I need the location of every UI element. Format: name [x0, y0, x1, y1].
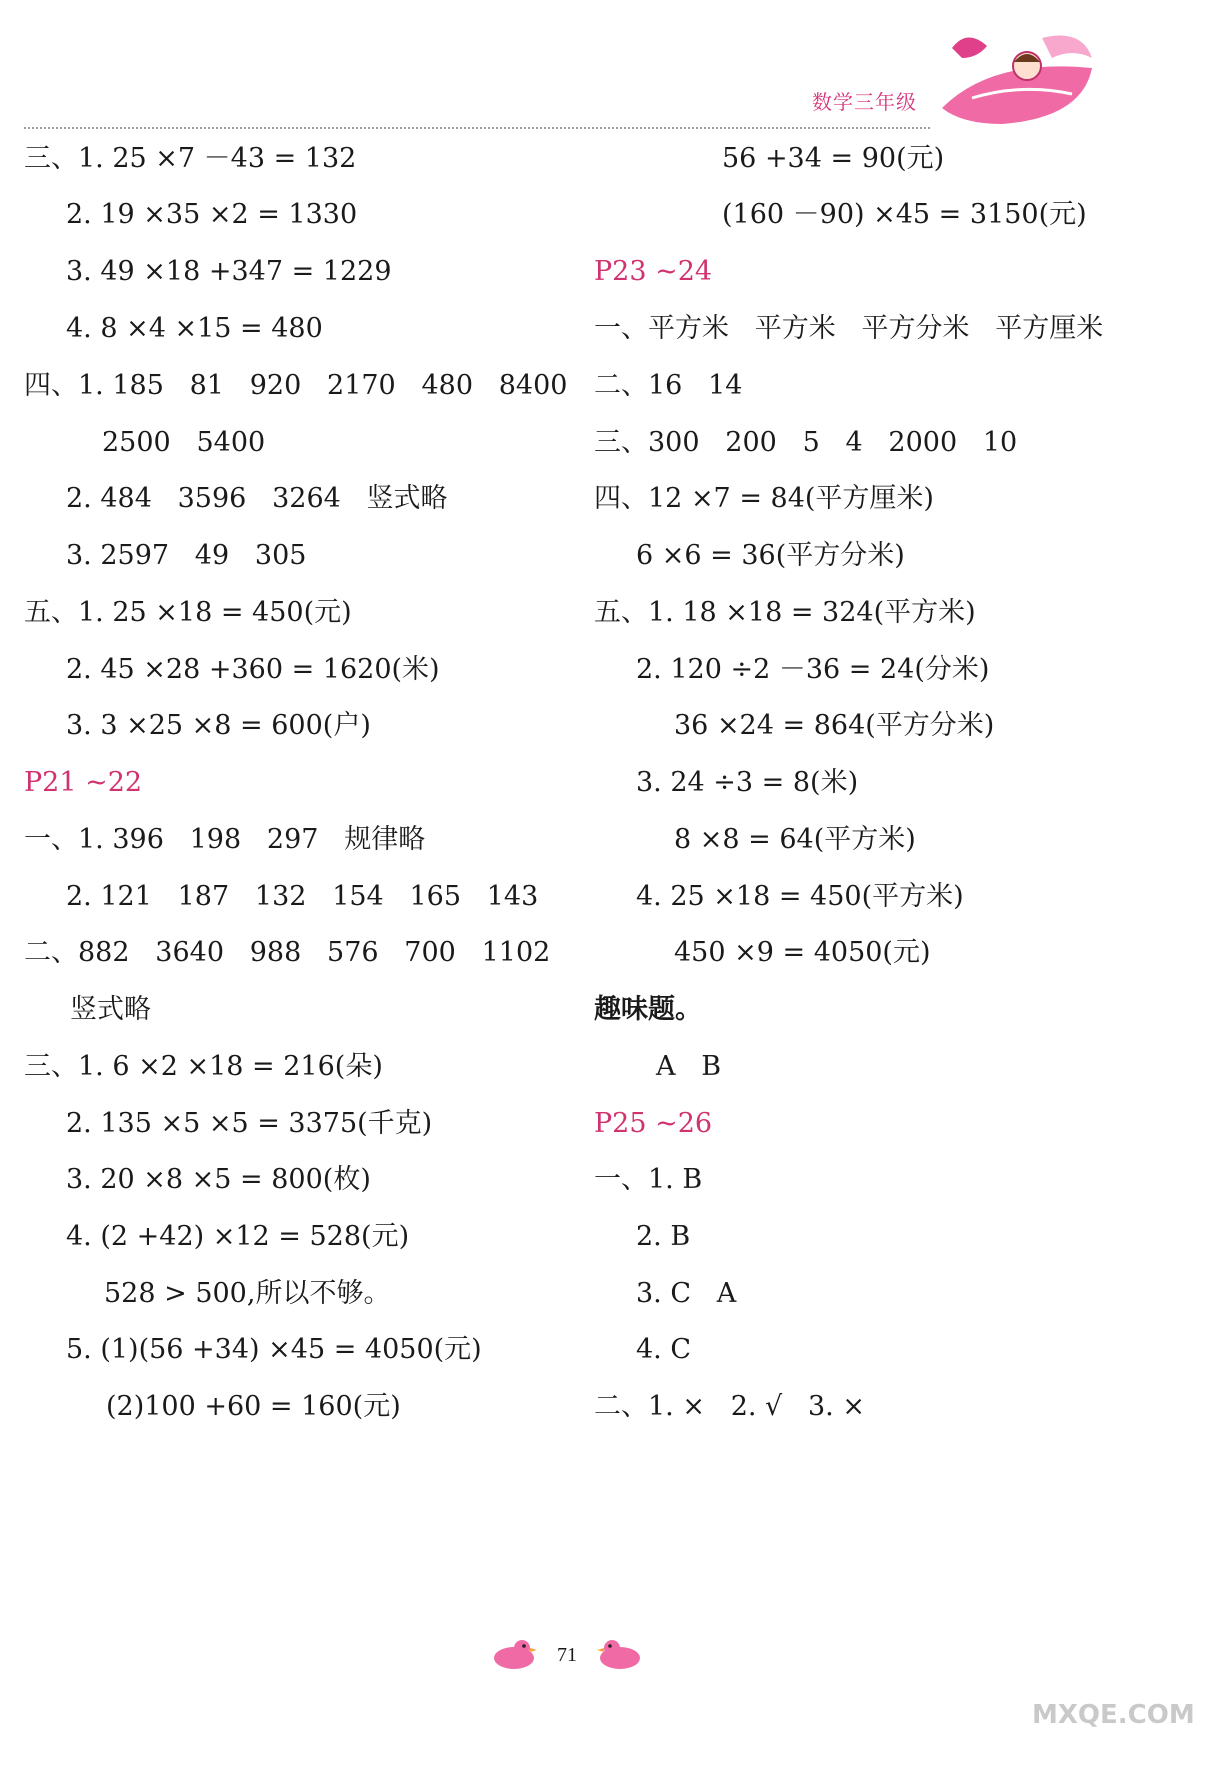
answer-line: 2. 19 ×35 ×2 = 1330 — [66, 199, 358, 230]
answer-line: 3. 20 ×8 ×5 = 800(枚) — [66, 1164, 371, 1195]
bonus-heading: 趣味题。 — [594, 994, 702, 1025]
answer-line: 2. 45 ×28 +360 = 1620(米) — [66, 654, 440, 685]
page-number: 71 — [557, 1644, 577, 1666]
answer-line: (2)100 +60 = 160(元) — [106, 1391, 401, 1422]
section-heading: P23 ~24 — [594, 256, 713, 287]
answer-line: 一、1. 396 198 297 规律略 — [24, 824, 426, 855]
answer-line: 450 ×9 = 4050(元) — [674, 937, 931, 968]
section-heading: P21 ~22 — [24, 767, 143, 798]
header-divider — [24, 127, 930, 129]
answer-line: 二、882 3640 988 576 700 1102 — [24, 937, 551, 968]
answer-line: 3. 24 ÷3 = 8(米) — [636, 767, 859, 798]
answer-line: 3. C A — [636, 1278, 737, 1309]
answer-line: 竖式略 — [70, 994, 151, 1025]
answer-line: 二、1. × 2. √ 3. × — [594, 1391, 865, 1422]
answer-line: 2. B — [636, 1221, 691, 1252]
answer-line: 4. C — [636, 1334, 692, 1365]
answer-line: 4. (2 +42) ×12 = 528(元) — [66, 1221, 410, 1252]
answer-line: (160 －90) ×45 = 3150(元) — [722, 199, 1087, 230]
answer-line: A B — [656, 1051, 722, 1082]
answer-line: 三、300 200 5 4 2000 10 — [594, 427, 1018, 458]
answer-line: 四、1. 185 81 920 2170 480 8400 — [24, 370, 568, 401]
answer-line: 一、平方米 平方米 平方分米 平方厘米 — [594, 313, 1104, 344]
section-heading: P25 ~26 — [594, 1108, 713, 1139]
answer-line: 3. 49 ×18 +347 = 1229 — [66, 256, 392, 287]
answer-line: 一、1. B — [594, 1164, 703, 1195]
answer-line: 2. 121 187 132 154 165 143 — [66, 881, 539, 912]
answer-line: 4. 8 ×4 ×15 = 480 — [66, 313, 323, 344]
answer-line: 2500 5400 — [102, 427, 266, 458]
answer-line: 4. 25 ×18 = 450(平方米) — [636, 881, 964, 912]
mascot-illustration-icon — [932, 28, 1102, 128]
answer-line: 五、1. 25 ×18 = 450(元) — [24, 597, 352, 628]
answer-line: 36 ×24 = 864(平方分米) — [674, 710, 995, 741]
answer-line: 3. 3 ×25 ×8 = 600(户) — [66, 710, 371, 741]
answer-line: 5. (1)(56 +34) ×45 = 4050(元) — [66, 1334, 482, 1365]
watermark: MXQE.COM — [1032, 1700, 1195, 1730]
bird-right-icon — [596, 1636, 644, 1676]
answer-line: 56 +34 = 90(元) — [722, 143, 945, 174]
answer-line: 二、16 14 — [594, 370, 743, 401]
answer-line: 三、1. 25 ×7 －43 = 132 — [24, 143, 357, 174]
answer-line: 2. 120 ÷2 －36 = 24(分米) — [636, 654, 990, 685]
answer-line: 2. 135 ×5 ×5 = 3375(千克) — [66, 1108, 433, 1139]
answer-line: 五、1. 18 ×18 = 324(平方米) — [594, 597, 976, 628]
header-subject: 数学三年级 — [812, 90, 917, 114]
mascot-illustration — [932, 28, 1102, 132]
answer-line: 三、1. 6 ×2 ×18 = 216(朵) — [24, 1051, 383, 1082]
answer-line: 528 > 500,所以不够。 — [104, 1278, 391, 1309]
answer-line: 8 ×8 = 64(平方米) — [674, 824, 916, 855]
answer-line: 四、12 ×7 = 84(平方厘米) — [594, 483, 934, 514]
bird-left-icon — [490, 1636, 538, 1676]
answer-line: 3. 2597 49 305 — [66, 540, 307, 571]
answer-line: 6 ×6 = 36(平方分米) — [636, 540, 905, 571]
answer-line: 2. 484 3596 3264 竖式略 — [66, 483, 448, 514]
